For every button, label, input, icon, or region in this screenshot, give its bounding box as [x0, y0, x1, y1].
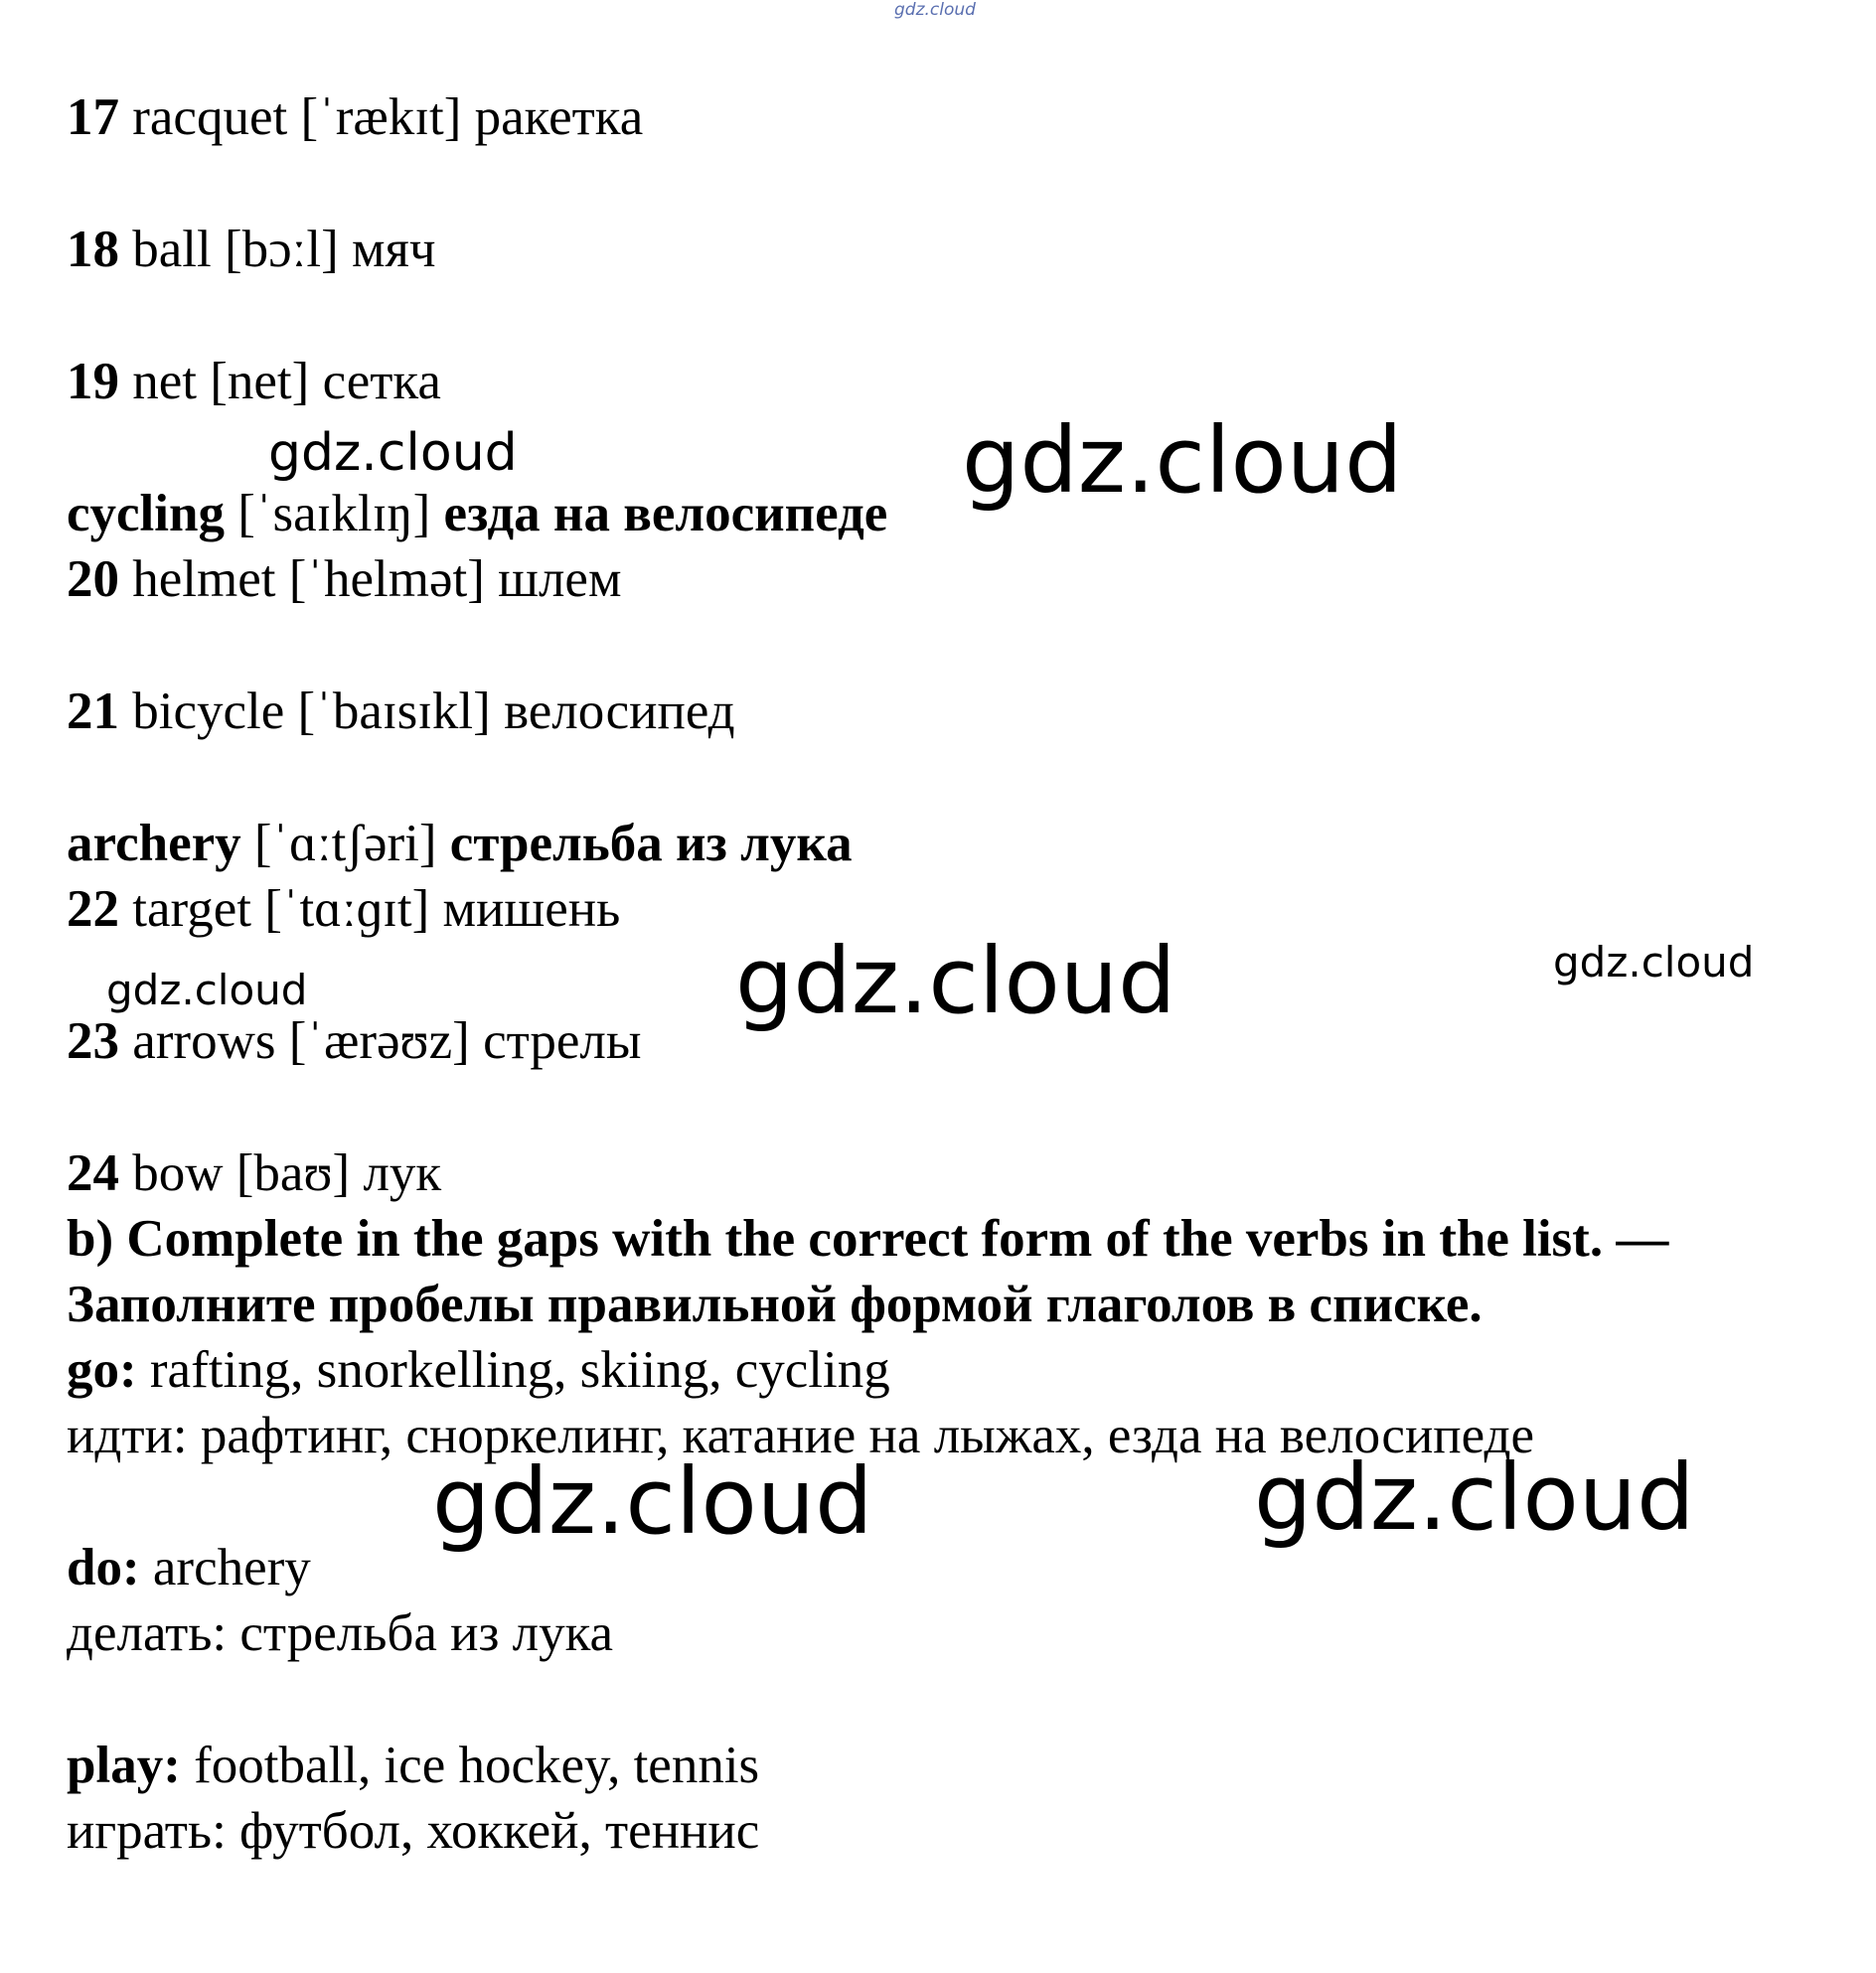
word: cycling [67, 485, 225, 542]
translation: велосипед [504, 683, 735, 740]
answer-do [67, 1538, 311, 1597]
answer-play-translation [67, 1801, 759, 1861]
watermark-top: gdz.cloud [894, 0, 976, 20]
vocab-item-racquet [67, 87, 643, 147]
answer-items: archery [152, 1539, 311, 1596]
answer-do-translation [67, 1603, 613, 1663]
watermark: gdz.cloud [735, 928, 1176, 1034]
word: archery [67, 815, 241, 872]
transcription: [bɔːl] [224, 221, 339, 278]
answer-translation: играть: футбол, хоккей, теннис [67, 1802, 760, 1860]
transcription: [baʊ] [235, 1144, 351, 1202]
answer-translation: делать: стрельба из лука [67, 1604, 614, 1662]
exercise-b-line2: Заполните пробелы правильной формой глаголов в списке. [67, 1276, 1483, 1333]
translation: езда на велосипеде [443, 485, 888, 542]
vocab-item-target [67, 879, 620, 939]
verb-label: play: [67, 1737, 181, 1794]
vocab-item-arrows [67, 1011, 642, 1071]
translation: лук [363, 1144, 442, 1202]
transcription: [net] [210, 353, 310, 410]
transcription: [ˈærəʊz] [288, 1012, 470, 1070]
transcription: [ˈsaɪklɪŋ] [237, 485, 431, 542]
item-number: 20 [67, 550, 119, 608]
word: bow [132, 1144, 224, 1202]
word: target [132, 880, 251, 938]
watermark: gdz.cloud [268, 423, 518, 483]
exercise-b-instruction-en [67, 1209, 1668, 1269]
item-number: 21 [67, 683, 119, 740]
answer-items: rafting, snorkelling, skiing, cycling [149, 1341, 890, 1399]
word: racquet [132, 88, 288, 146]
word: arrows [132, 1012, 276, 1070]
answer-go-translation [67, 1406, 1534, 1465]
translation: стрелы [483, 1012, 642, 1070]
transcription: [ˈbaɪsɪkl] [297, 683, 491, 740]
watermark: gdz.cloud [1254, 1444, 1695, 1551]
vocab-item-bicycle [67, 682, 735, 741]
watermark: gdz.cloud [106, 966, 308, 1014]
vocab-item-helmet [67, 549, 621, 609]
word: net [132, 353, 197, 410]
verb-label: go: [67, 1341, 137, 1399]
watermark: gdz.cloud [432, 1448, 873, 1555]
word: ball [132, 221, 212, 278]
answer-play [67, 1736, 759, 1795]
word: helmet [132, 550, 276, 608]
transcription: [ˈhelmət] [288, 550, 485, 608]
watermark: gdz.cloud [962, 407, 1403, 514]
translation: мишень [442, 880, 621, 938]
transcription: [ˈɑːtʃəri] [253, 815, 437, 872]
answer-items: football, ice hockey, tennis [194, 1737, 760, 1794]
vocab-item-ball [67, 220, 436, 279]
answer-translation: идти: рафтинг, сноркелинг, катание на лыжах, езда на велосипеде [67, 1407, 1534, 1464]
item-number: 24 [67, 1144, 119, 1202]
translation: ракетка [474, 88, 644, 146]
transcription: [ˈrækɪt] [300, 88, 462, 146]
translation: шлем [498, 550, 622, 608]
item-number: 18 [67, 221, 119, 278]
word: bicycle [132, 683, 285, 740]
verb-label: do: [67, 1539, 140, 1596]
translation: мяч [352, 221, 436, 278]
category-heading-archery [67, 814, 853, 873]
vocab-item-net [67, 352, 441, 411]
exercise-b-line1: b) Complete in the gaps with the correct form of the verbs in the list. — [67, 1210, 1669, 1268]
transcription: [ˈtɑːɡɪt] [264, 880, 430, 938]
item-number: 19 [67, 353, 119, 410]
translation: стрельба из лука [449, 815, 853, 872]
vocab-item-bow [67, 1143, 441, 1203]
item-number: 17 [67, 88, 119, 146]
item-number: 23 [67, 1012, 119, 1070]
exercise-b-instruction-ru [67, 1275, 1483, 1334]
translation: сетка [322, 353, 441, 410]
answer-go [67, 1340, 890, 1400]
watermark: gdz.cloud [1553, 938, 1755, 986]
category-heading-cycling [67, 484, 887, 543]
item-number: 22 [67, 880, 119, 938]
